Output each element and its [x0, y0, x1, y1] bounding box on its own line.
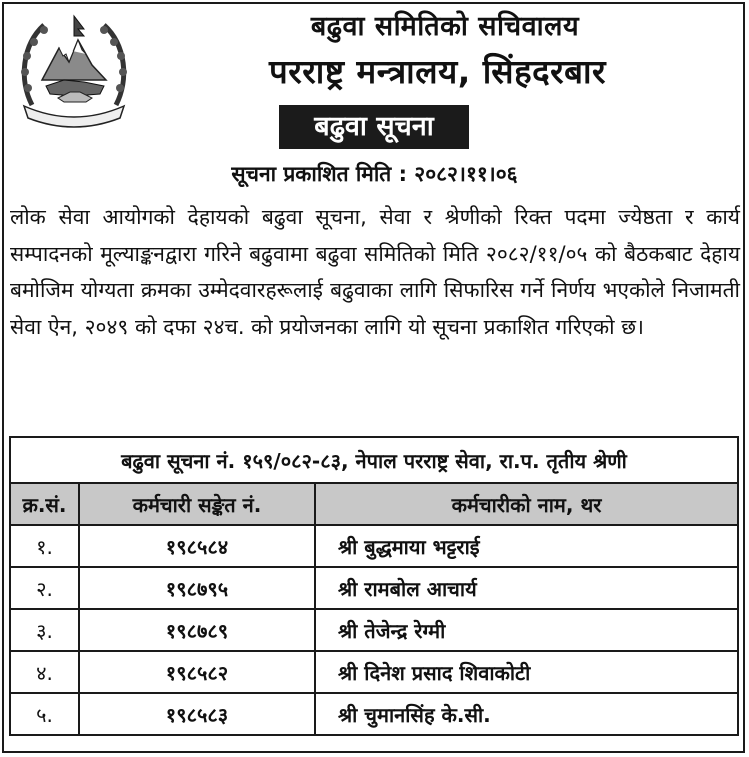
header-employee-name: कर्मचारीको नाम, थर	[315, 483, 738, 525]
row-employee-code: १९८७९५	[79, 567, 315, 609]
table-header-row	[10, 483, 738, 525]
row-serial: ३.	[10, 609, 79, 651]
row-employee-name: श्री रामबोल आचार्य	[315, 567, 738, 609]
row-employee-code: १९८५८४	[79, 525, 315, 567]
secretariat-title: बढुवा समितिको सचिवालय	[310, 11, 580, 42]
header-serial: क्र.सं.	[10, 483, 79, 525]
published-date: सूचना प्रकाशित मिति : २०८२।११।०६	[231, 162, 518, 186]
table-row	[10, 609, 738, 651]
row-employee-code: १९८५८३	[79, 693, 315, 735]
promotion-table	[9, 436, 739, 736]
row-employee-name: श्री तेजेन्द्र रेग्मी	[315, 609, 738, 651]
row-serial: ५.	[10, 693, 79, 735]
table-row	[10, 567, 738, 609]
notice-title: बढुवा सूचना	[314, 111, 434, 142]
row-serial: १.	[10, 525, 79, 567]
row-serial: २.	[10, 567, 79, 609]
nepal-government-emblem-icon	[14, 10, 134, 130]
table-row	[10, 525, 738, 567]
row-employee-name: श्री चुमानसिंह के.सी.	[315, 693, 738, 735]
table-row	[10, 693, 738, 735]
row-employee-name: श्री दिनेश प्रसाद शिवाकोटी	[315, 651, 738, 693]
notice-title-box	[279, 105, 469, 149]
row-employee-code: १९८५८२	[79, 651, 315, 693]
row-employee-code: १९८७८९	[79, 609, 315, 651]
table-caption: बढुवा सूचना नं. १५९/०८२-८३, नेपाल परराष्ट्र सेवा, रा.प. तृतीय श्रेणी	[10, 437, 738, 483]
row-serial: ४.	[10, 651, 79, 693]
ministry-title: परराष्ट्र मन्त्रालय, सिंहदरबार	[268, 52, 607, 91]
notice-body: लोक सेवा आयोगको देहायको बढुवा सूचना, सेवा र श्रेणीको रिक्त पदमा ज्येष्ठता र कार्य सम्पादनको मूल्याङ्कनद्वारा गरिने बढुवामा बढुवा समितिको मिति २०८२/११/०५ को बैठकबाट देहाय बमोजिम योग्यता क्रमका उम्मेदवारहरूलाई बढुवाका लागि सिफारिस गर्ने निर्णय भएकोले निजामती सेवा ऐन, २०४९ को दफा २४च. को प्रयोजनका लागि यो सूचना प्रकाशित गरिएको छ।	[10, 205, 740, 339]
table-row	[10, 651, 738, 693]
row-employee-name: श्री बुद्धमाया भट्टराई	[315, 525, 738, 567]
header-employee-code: कर्मचारी सङ्केत नं.	[79, 483, 315, 525]
